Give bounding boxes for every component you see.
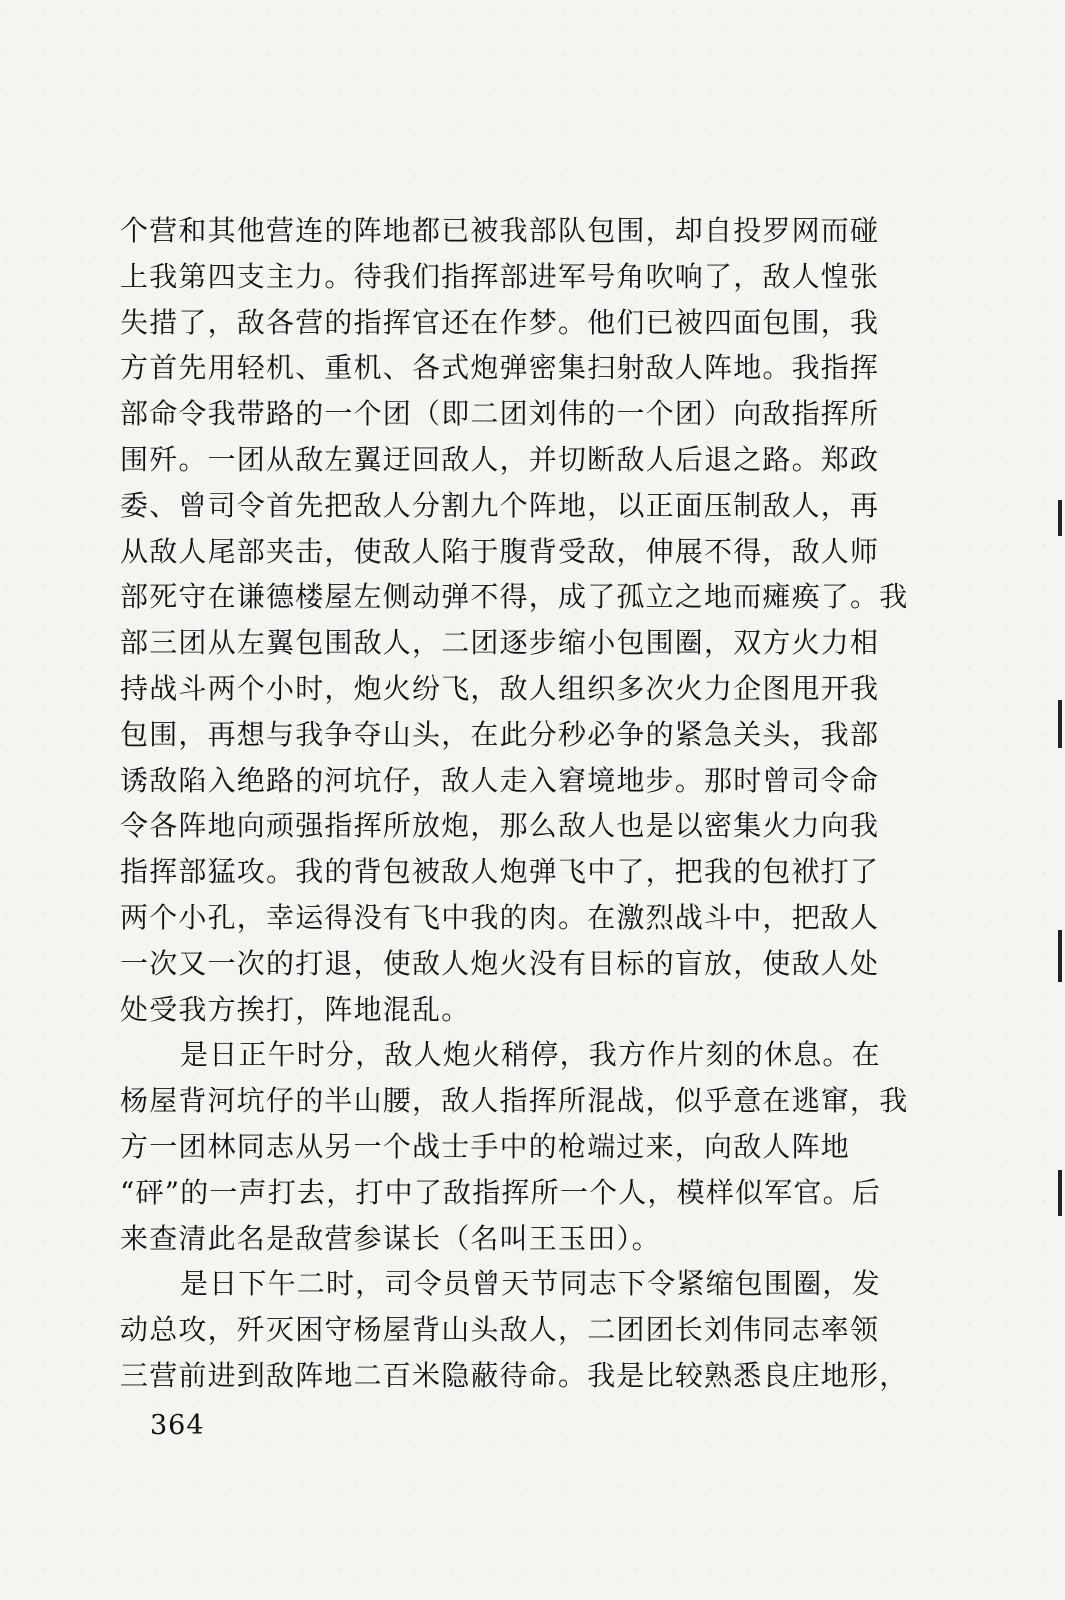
scan-edge-mark [1058, 500, 1062, 536]
scan-edge-mark [1058, 1170, 1062, 1216]
text-line: 上我第四支主力。待我们指挥部进军号角吹响了，敌人惶张 [120, 259, 880, 293]
paragraph-start-line: 是日下午二时，司令员曾天节同志下令紧缩包围圈，发 [180, 1267, 881, 1301]
text-line: 处受我方挨打，阵地混乱。 [120, 992, 471, 1026]
text-line: “砰”的一声打去，打中了敌指挥所一个人，模样似军官。后 [120, 1175, 882, 1209]
text-line: 部三团从左翼包围敌人，二团逐步缩小包围圈，双方火力相 [120, 626, 880, 660]
text-line: 从敌人尾部夹击，使敌人陷于腹背受敌，伸展不得，敌人师 [120, 534, 880, 568]
scan-edge-mark [1058, 700, 1062, 748]
text-line: 令各阵地向顽强指挥所放炮，那么敌人也是以密集火力向我 [120, 809, 880, 843]
text-line: 动总攻，歼灭困守杨屋背山头敌人，二团团长刘伟同志率领 [120, 1313, 880, 1347]
text-line: 持战斗两个小时，炮火纷飞，敌人组织多次火力企图甩开我 [120, 671, 880, 705]
text-line: 部死守在谦德楼屋左侧动弹不得，成了孤立之地而瘫痪了。我 [120, 580, 909, 614]
page-number: 364 [150, 1410, 205, 1441]
paragraph-start-line: 是日正午时分，敌人炮火稍停，我方作片刻的休息。在 [180, 1038, 881, 1072]
scan-edge-mark [1058, 930, 1062, 982]
text-line: 委、曾司令首先把敌人分割九个阵地，以正面压制敌人，再 [120, 488, 880, 522]
text-line: 失措了，敌各营的指挥官还在作梦。他们已被四面包围，我 [120, 305, 880, 339]
text-line: 方一团林同志从另一个战士手中的枪端过来，向敌人阵地 [120, 1129, 851, 1163]
text-line: 个营和其他营连的阵地都已被我部队包围，却自投罗网而碰 [120, 214, 880, 247]
text-line: 围歼。一团从敌左翼迂回敌人，并切断敌人后退之路。郑政 [120, 442, 880, 476]
text-line: 包围，再想与我争夺山头，在此分秒必争的紧急关头，我部 [120, 717, 880, 751]
text-line: 部命令我带路的一个团（即二团刘伟的一个团）向敌指挥所 [120, 397, 880, 431]
text-line: 指挥部猛攻。我的背包被敌人炮弹飞中了，把我的包袱打了 [120, 855, 880, 889]
text-line: 诱敌陷入绝路的河坑仔，敌人走入窘境地步。那时曾司令命 [120, 763, 880, 797]
text-line: 来查清此名是敌营参谋长（名叫王玉田）。 [120, 1221, 661, 1255]
text-line: 三营前进到敌阵地二百米隐蔽待命。我是比较熟悉良庄地形， [120, 1358, 909, 1392]
text-line: 一次又一次的打退，使敌人炮火没有目标的盲放，使敌人处 [120, 946, 880, 980]
body-text [120, 208, 940, 1399]
text-line: 杨屋背河坑仔的半山腰，敌人指挥所混战，似乎意在逃窜，我 [120, 1084, 909, 1118]
text-line: 两个小孔，幸运得没有飞中我的肉。在激烈战斗中，把敌人 [120, 900, 880, 934]
text-line: 方首先用轻机、重机、各式炮弹密集扫射敌人阵地。我指挥 [120, 351, 880, 385]
